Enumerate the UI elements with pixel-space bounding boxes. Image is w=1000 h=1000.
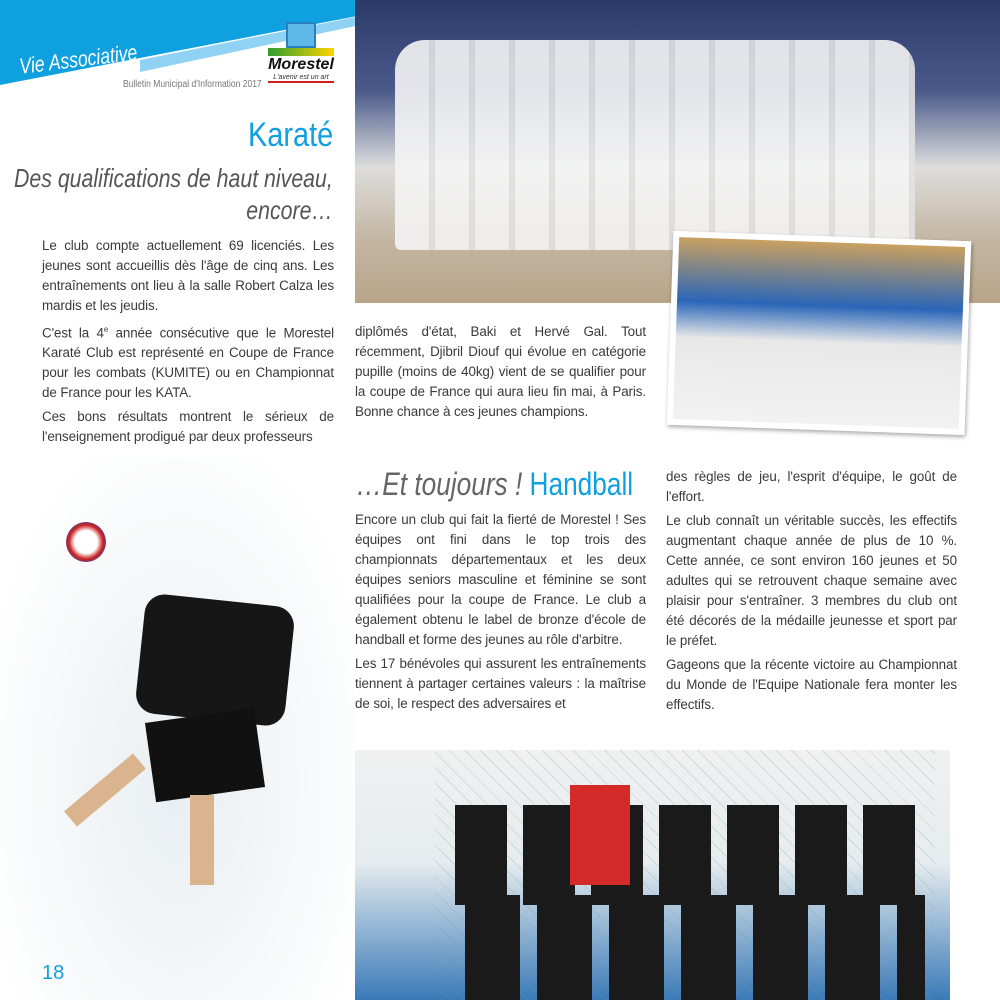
ball: [66, 522, 106, 562]
karate-inset-photo: [667, 231, 972, 435]
karate-paragraph: diplômés d'état, Baki et Hervé Gal. Tout récemment, Djibril Diouf qui évolue en catégorie pupille (moins de 40kg) vient de se qualifier pour la coupe de France qui aura lieu fin mai, à Paris. Bonne chance à ces jeunes champions.: [355, 324, 646, 419]
karate-paragraph: Ces bons résultats montrent le sérieux de l'enseignement prodigué par deux professeurs: [42, 409, 334, 445]
handball-player-photo: [0, 458, 355, 1000]
handball-paragraph: Encore un club qui fait la fierté de Morestel ! Ses équipes ont fini dans le top trois des championnats départementaux et les deux équipes seniors masculine et féminine se sont qualifiées pour la coupe de France. Le club a également obtenu le label de bronze d'école de handball et forme des jeunes au rôle d'arbitre.: [355, 512, 646, 647]
handball-paragraph: Gageons que la récente victoire au Championnat du Monde de l'Equipe Nationale fera monter les effectifs.: [666, 657, 957, 712]
section-title: Vie Associative: [18, 39, 139, 79]
karate-title: Karaté: [247, 116, 333, 154]
bulletin-label: Bulletin Municipal d'Information 2017: [123, 79, 262, 90]
page-number: 18: [42, 962, 65, 984]
tower-icon: [286, 22, 316, 48]
handball-paragraph: Les 17 bénévoles qui assurent les entraînements tiennent à partager certaines valeurs : la maîtrise de soi, le respect des adversaires et: [355, 656, 646, 711]
morestel-logo: Morestel L'avenir est un art: [268, 22, 334, 90]
handball-column-1: [355, 510, 646, 718]
handball-team-photo: [355, 750, 950, 1000]
karate-subtitle: Des qualifications de haut niveau, encore…: [14, 163, 333, 225]
karate-paragraph: C'est la 4e année consécutive que le Morestel Karaté Club est représenté en Coupe de France pour les combats (KUMITE) ou en Championnat de France pour les KATA.: [42, 325, 334, 401]
karate-column-1: [42, 236, 334, 451]
handball-paragraph: des règles de jeu, l'esprit d'équipe, le goût de l'effort.: [666, 469, 957, 504]
karate-paragraph: Le club compte actuellement 69 licenciés. Les jeunes sont accueillis dès l'âge de cinq ans. Les entraînements ont lieu à la salle Robert Calza les mardis et les jeudis.: [42, 238, 334, 313]
karate-column-2: [355, 322, 646, 426]
handball-column-2: [666, 467, 957, 719]
handball-paragraph: Le club connaît un véritable succès, les effectifs augmentant chaque année de plus de 10 %. Cette année, ce sont environ 160 jeunes et 50 adultes qui se retrouvent chaque semaine avec plaisir pour s'entraîner. 3 membres du club ont été décorés de la médaille jeunesse et sport par le préfet.: [666, 513, 957, 648]
handball-title: …Et toujours ! Handball: [356, 466, 634, 502]
